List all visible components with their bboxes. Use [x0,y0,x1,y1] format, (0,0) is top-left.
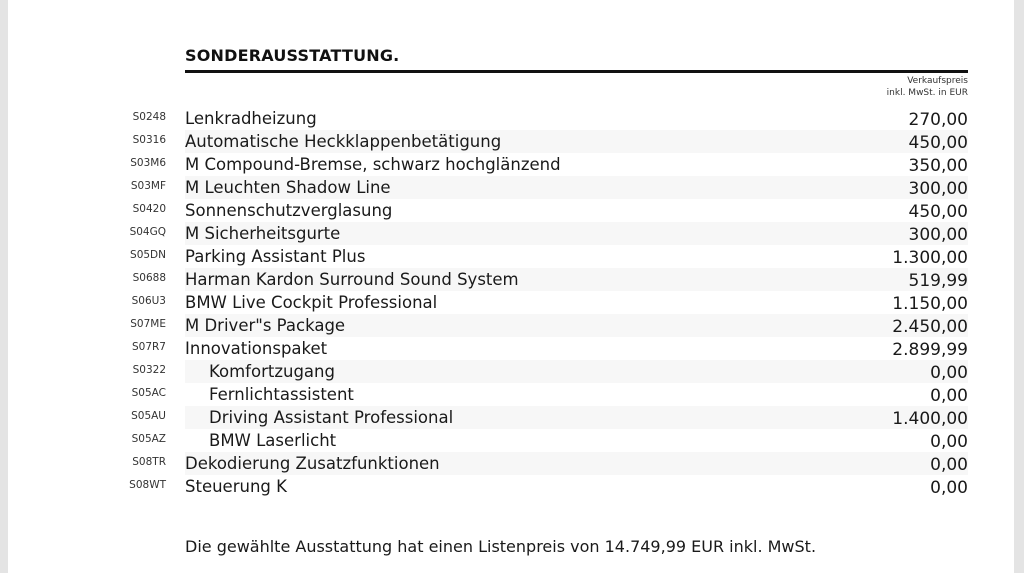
option-code: S03MF [130,180,166,192]
equipment-row [8,153,1014,176]
price-column-header [887,75,968,99]
equipment-row [8,222,1014,245]
option-code: S08WT [129,479,166,491]
option-price: 0,00 [930,455,968,475]
equipment-row [8,107,1014,130]
list-price-summary: Die gewählte Ausstattung hat einen Listenpreis von 14.749,99 EUR inkl. MwSt. [185,537,817,556]
option-name: BMW Live Cockpit Professional [185,293,438,312]
equipment-row [8,337,1014,360]
option-code: S0688 [132,272,166,284]
equipment-subitem-row [8,360,1014,383]
option-price: 0,00 [930,432,968,452]
option-price: 450,00 [908,202,968,222]
option-price: 1.400,00 [892,409,968,429]
option-code: S05AU [131,410,166,422]
option-name: Fernlichtassistent [209,385,354,404]
option-code: S07ME [130,318,166,330]
option-name: Sonnenschutzverglasung [185,201,393,220]
option-price: 0,00 [930,386,968,406]
option-name: Harman Kardon Surround Sound System [185,270,519,289]
option-price: 300,00 [908,225,968,245]
option-price: 300,00 [908,179,968,199]
title-rule [185,70,968,73]
option-name: Komfortzugang [209,362,335,381]
option-price: 0,00 [930,363,968,383]
equipment-subitem-row [8,406,1014,429]
equipment-row [8,245,1014,268]
option-code: S0420 [132,203,166,215]
option-name: M Sicherheitsgurte [185,224,341,243]
option-name: M Driver"s Package [185,316,346,335]
option-name: Driving Assistant Professional [209,408,454,427]
document-page [8,0,1014,573]
option-code: S03M6 [130,157,166,169]
option-price: 2.450,00 [892,317,968,337]
option-code: S0248 [132,111,166,123]
section-title: SONDERAUSSTATTUNG. [185,46,400,65]
option-price: 2.899,99 [892,340,968,360]
option-code: S05AZ [131,433,166,445]
equipment-row [8,475,1014,498]
option-price: 450,00 [908,133,968,153]
equipment-subitem-row [8,429,1014,452]
option-name: M Leuchten Shadow Line [185,178,391,197]
equipment-subitem-row [8,383,1014,406]
option-name: Innovationspaket [185,339,328,358]
option-price: 0,00 [930,478,968,498]
option-price: 519,99 [908,271,968,291]
price-header-line1: Verkaufspreis [907,76,968,86]
option-code: S05AC [131,387,166,399]
option-code: S07R7 [131,341,166,353]
option-code: S06U3 [131,295,166,307]
option-price: 1.150,00 [892,294,968,314]
equipment-row [8,314,1014,337]
equipment-row [8,452,1014,475]
equipment-row [8,199,1014,222]
option-price: 350,00 [908,156,968,176]
option-name: M Compound-Bremse, schwarz hochglänzend [185,155,561,174]
equipment-row [8,268,1014,291]
equipment-list [8,107,1014,498]
option-price: 270,00 [908,110,968,130]
price-header-line2: inkl. MwSt. in EUR [886,88,968,98]
equipment-row [8,291,1014,314]
option-name: Parking Assistant Plus [185,247,366,266]
option-name: Automatische Heckklappenbetätigung [185,132,502,151]
option-name: Dekodierung Zusatzfunktionen [185,454,440,473]
equipment-row [8,130,1014,153]
option-code: S0316 [132,134,166,146]
option-name: Lenkradheizung [185,109,317,128]
option-code: S05DN [130,249,166,261]
option-code: S0322 [132,364,166,376]
option-code: S08TR [132,456,166,468]
option-price: 1.300,00 [892,248,968,268]
option-code: S04GQ [129,226,166,238]
option-name: BMW Laserlicht [209,431,337,450]
equipment-row [8,176,1014,199]
option-name: Steuerung K [185,477,287,496]
row-band [185,475,968,498]
